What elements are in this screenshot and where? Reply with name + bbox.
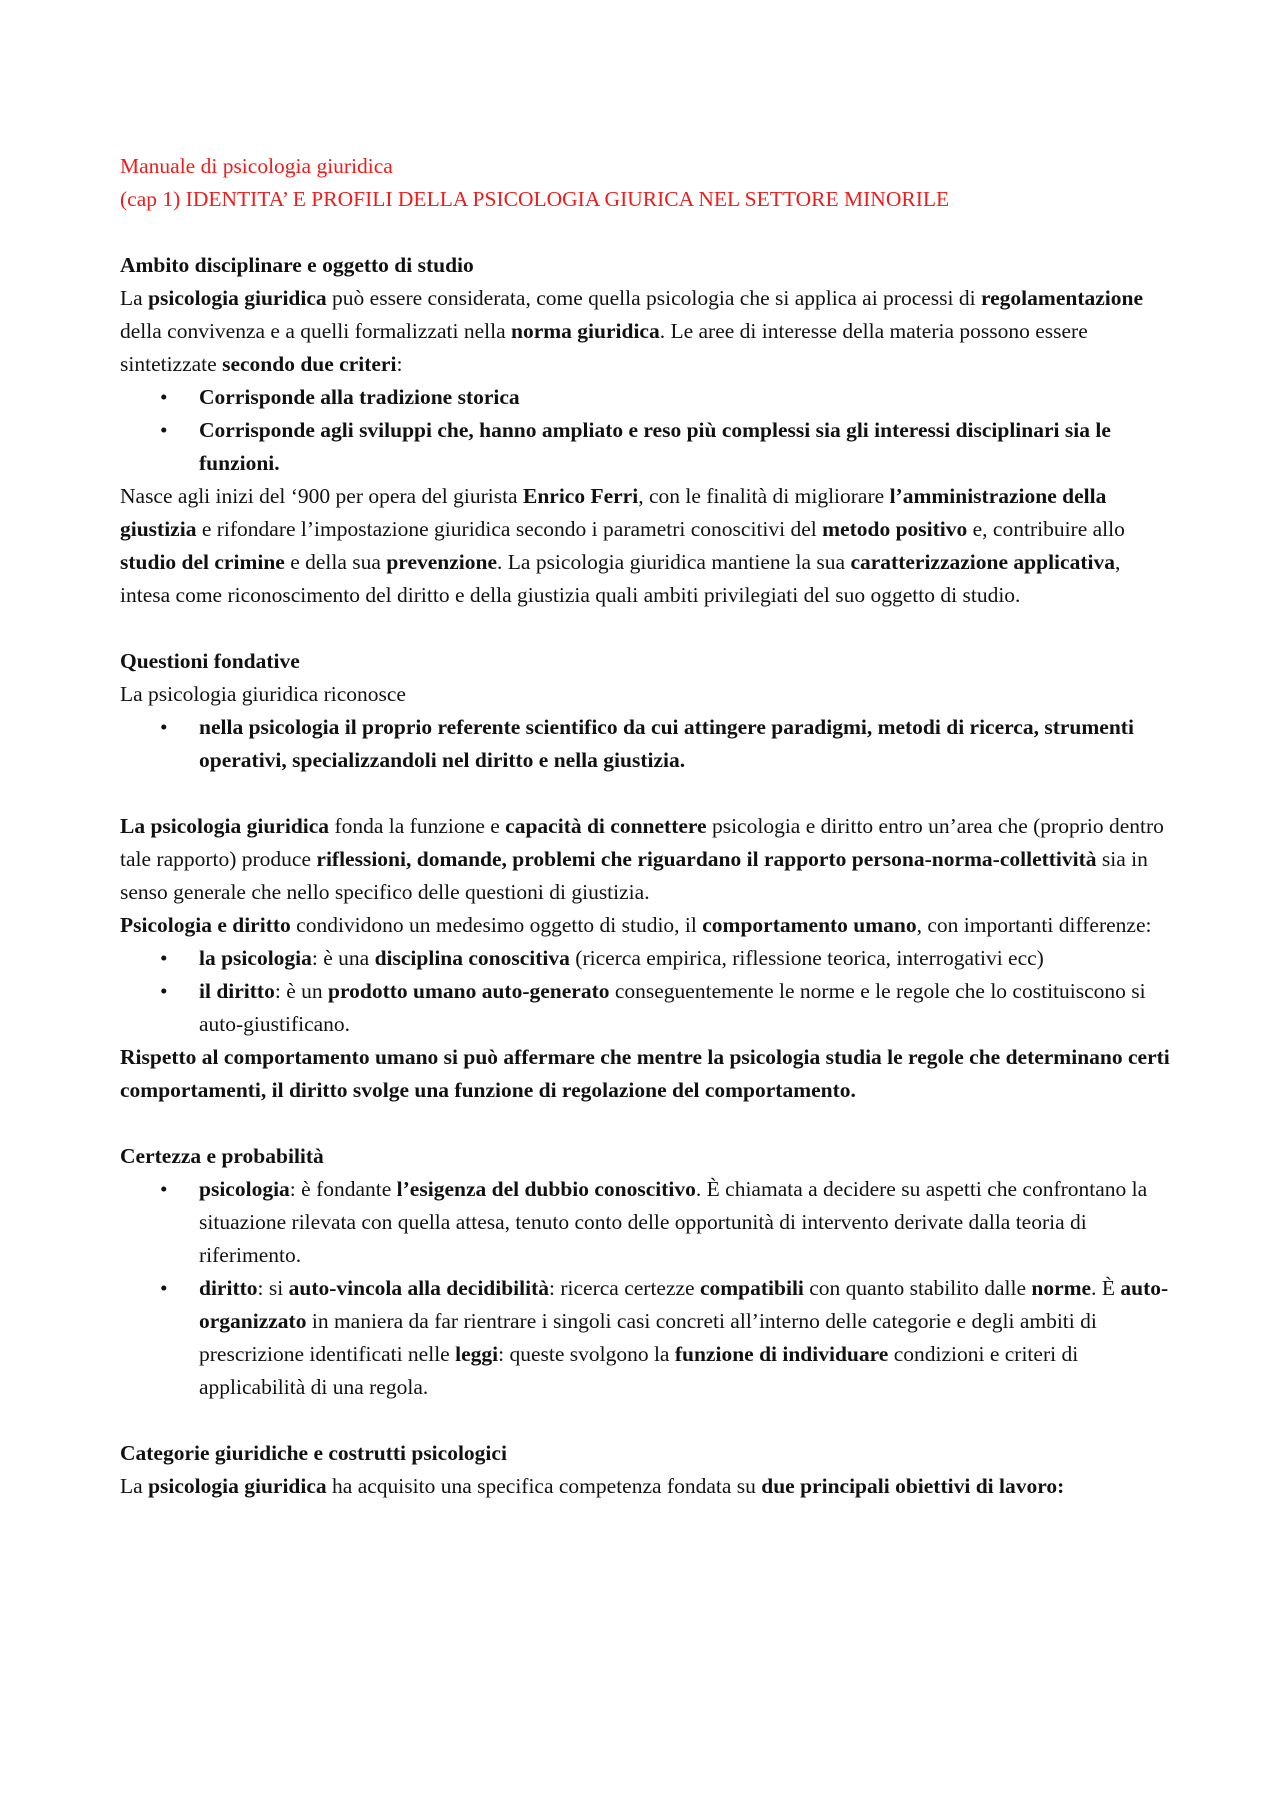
paragraph: Nasce agli inizi del ‘900 per opera del giurista Enrico Ferri, con le finalità di migliorare l’amministrazione della giustizia e rifondare l’impostazione giuridica secondo i parametri conoscitivi del metodo positivo e, contribuire allo studio del crimine e della sua prevenzione. La psicologia giuridica mantiene la sua caratterizzazione applicativa, intesa come riconoscimento del diritto e della giustizia quali ambiti privilegiati del suo oggetto di studio. [120, 484, 1125, 607]
bullet-list [120, 1173, 1170, 1404]
paragraph: La psicologia giuridica può essere considerata, come quella psicologia che si applica ai processi di regolamentazione della convivenza e a quelli formalizzati nella norma giuridica. Le aree di interesse della materia possono essere sintetizzate secondo due criteri: [120, 286, 1143, 376]
bullet-list [120, 381, 1170, 480]
list-item: • la psicologia: è una disciplina conoscitiva (ricerca empirica, riflessione teorica, interrogativi ecc) [120, 942, 1170, 975]
list-item: • il diritto: è un prodotto umano auto-generato conseguentemente le norme e le regole che lo costituiscono si auto-giustificano. [120, 975, 1170, 1041]
section-heading: Ambito disciplinare e oggetto di studio [120, 253, 474, 277]
list-item: • Corrisponde agli sviluppi che, hanno ampliato e reso più complessi sia gli interessi disciplinari sia le funzioni. [120, 414, 1170, 480]
list-item: • diritto: si auto-vincola alla decidibilità: ricerca certezze compatibili con quanto stabilito dalle norme. È auto-organizzato in maniera da far rientrare i singoli casi concreti all’interno delle categorie e degli ambiti di prescrizione identificati nelle leggi: queste svolgono la funzione di individuare condizioni e criteri di applicabilità di una regola. [120, 1272, 1170, 1404]
section-heading: Certezza e probabilità [120, 1144, 324, 1168]
document-title: Manuale di psicologia giuridica [120, 154, 393, 178]
list-item: • nella psicologia il proprio referente scientifico da cui attingere paradigmi, metodi di ricerca, strumenti operativi, specializzandoli nel diritto e nella giustizia. [120, 711, 1170, 777]
list-item: • psicologia: è fondante l’esigenza del dubbio conoscitivo. È chiamata a decidere su aspetti che confrontano la situazione rilevata con quella attesa, tenuto conto delle opportunità di intervento derivate dalla teoria di riferimento. [120, 1173, 1170, 1272]
section-heading: Questioni fondative [120, 649, 300, 673]
paragraph: La psicologia giuridica fonda la funzione e capacità di connettere psicologia e diritto entro un’area che (proprio dentro tale rapporto) produce riflessioni, domande, problemi che riguardano il rapporto persona-norma-collettività sia in senso generale che nello specifico delle questioni di giustizia. [120, 814, 1164, 904]
paragraph: La psicologia giuridica riconosce [120, 682, 406, 706]
section-heading: Categorie giuridiche e costrutti psicologici [120, 1441, 507, 1465]
paragraph: Psicologia e diritto condividono un medesimo oggetto di studio, il comportamento umano, con importanti differenze: [120, 913, 1152, 937]
chapter-title: (cap 1) IDENTITA’ E PROFILI DELLA PSICOLOGIA GIURICA NEL SETTORE MINORILE [120, 187, 950, 211]
bullet-list [120, 942, 1170, 1041]
bullet-list [120, 711, 1170, 777]
paragraph: La psicologia giuridica ha acquisito una specifica competenza fondata su due principali obiettivi di lavoro: [120, 1474, 1065, 1498]
list-item: • Corrisponde alla tradizione storica [120, 381, 1170, 414]
paragraph: Rispetto al comportamento umano si può affermare che mentre la psicologia studia le regole che determinano certi comportamenti, il diritto svolge una funzione di regolazione del comportamento. [120, 1045, 1170, 1102]
